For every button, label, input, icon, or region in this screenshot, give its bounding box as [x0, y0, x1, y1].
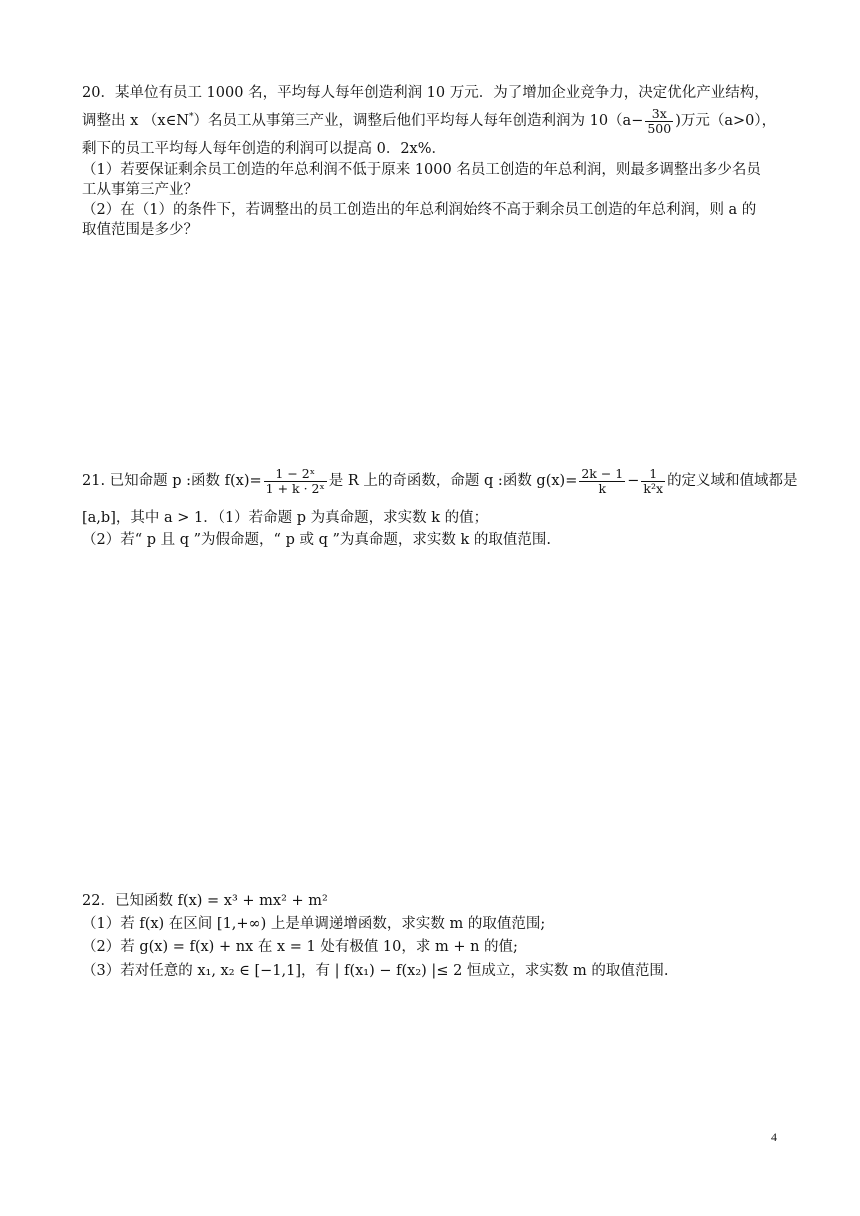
q21-line-1-part-b: 是 R 上的奇函数，命题 q :函数 g(x)= [328, 473, 578, 489]
fraction-2k-minus-1-over-k [579, 467, 625, 496]
fraction-numerator: 1 [641, 467, 665, 482]
q21-line-1-part-a: 21. 已知命题 p :函数 f(x)= [82, 473, 262, 489]
q22-part-2: （2）若 g(x) = f(x) + nx 在 x = 1 处有极值 10，求 m + n 的值; [82, 939, 518, 955]
fraction-denominator: 1 + k · 2ˣ [265, 480, 325, 496]
q20-line-2-part-c: )万元（a>0）， [675, 113, 777, 129]
q21-line-2: [a,b]，其中 a > 1．（1）若命题 p 为真命题，求实数 k 的值； [82, 510, 489, 526]
q20-line-2-part-b: ）名员工从事第三产业，调整后他们平均每人每年创造利润为 10（a− [193, 113, 644, 129]
q21-line-1-part-c: 的定义域和值域都是 [667, 473, 798, 489]
q20-line-2: 调整出 x （x∈N*）名员工从事第三产业，调整后他们平均每人每年创造利润为 10（a− $\frac{3x}{500}$ )万元（a>0）， [82, 105, 777, 136]
fraction-numerator: 3x [645, 107, 673, 122]
page-number: 4 [771, 1130, 777, 1144]
fraction-3x-over-500 [645, 107, 673, 136]
fraction-denominator: 500 [647, 120, 672, 136]
fraction-denominator: k [598, 480, 607, 496]
q20-part-2-cont: 取值范围是多少？ [82, 222, 198, 238]
q20-line-1: 20．某单位有员工 1000 名，平均每人每年创造利润 10 万元．为了增加企业竞争力，决定优化产业结构， [82, 85, 769, 101]
fraction-1-over-k2x [641, 467, 665, 496]
q20-part-2: （2）在（1）的条件下，若调整出的员工创造出的年总利润始终不高于剩余员工创造的年总利润，则 a 的 [82, 202, 757, 218]
q20-line-2-part-a: 调整出 x （x∈N [82, 113, 189, 129]
fraction-numerator: 2k − 1 [581, 465, 624, 481]
fraction-numerator: 1 − 2ˣ [264, 467, 327, 482]
q22-part-3: （3）若对任意的 x₁, x₂ ∈ [−1,1]，有 | f(x₁) − f(x₂) |≤ 2 恒成立，求实数 m 的取值范围. [82, 963, 669, 979]
q20-part-1-cont: 工从事第三产业？ [82, 182, 198, 198]
q21-line-3: （2）若“ p 且 q ”为假命题，“ p 或 q ”为真命题，求实数 k 的取值范围. [82, 532, 551, 548]
fraction-denominator: k²x [643, 480, 664, 496]
q22-line-1: 22．已知函数 f(x) = x³ + mx² + m² [82, 893, 328, 909]
q20-part-1: （1）若要保证剩余员工创造的年总利润不低于原来 1000 名员工创造的年总利润，则最多调整出多少名员 [82, 162, 761, 178]
fraction-f-of-x [264, 467, 327, 496]
minus-sign: − [627, 473, 640, 489]
q20-line-3: 剩下的员工平均每人每年创造的利润可以提高 0．2x%． [82, 141, 447, 157]
q21-line-1 [82, 463, 798, 499]
q22-part-1: （1）若 f(x) 在区间 [1,+∞) 上是单调递增函数，求实数 m 的取值范围; [82, 916, 546, 932]
